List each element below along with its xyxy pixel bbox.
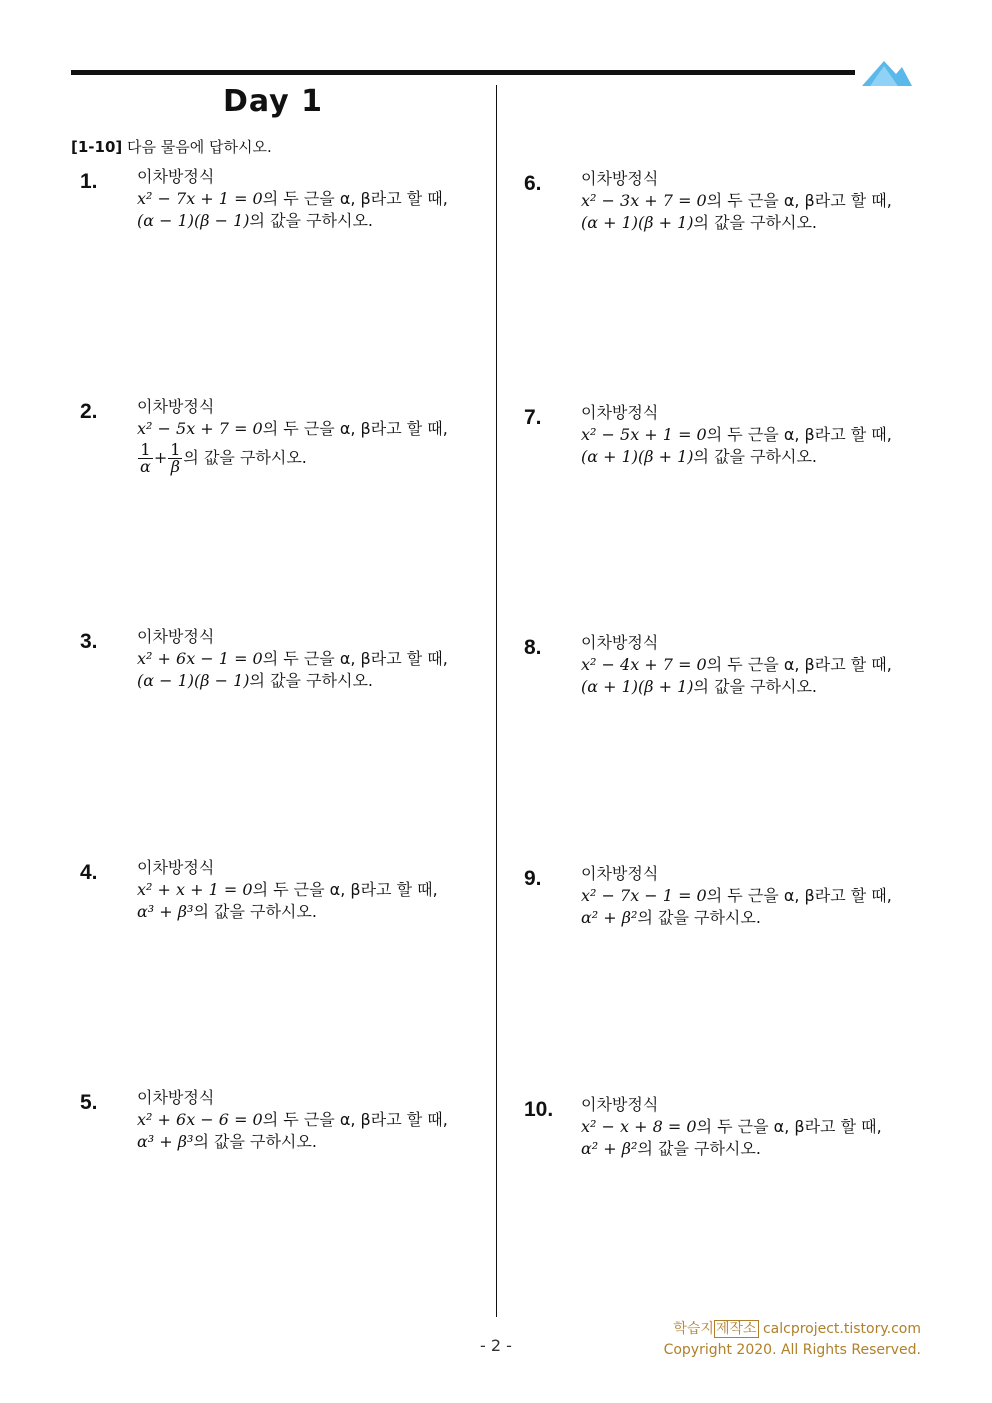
equation: x² − 7x − 1 = 0	[581, 886, 707, 905]
problem-body	[581, 402, 921, 468]
problem-number: 1.	[80, 170, 98, 193]
ask-expression: (α + 1)(β + 1)	[581, 677, 694, 696]
roots-text: 의 두 근을 α, β라고 할 때,	[262, 189, 448, 208]
problem-body	[137, 857, 477, 923]
ask-text: 의 값을 구하시오.	[693, 447, 817, 466]
problem-number: 5.	[80, 1091, 98, 1114]
ask-expression: (α − 1)(β − 1)	[137, 211, 250, 230]
ask-text: 의 값을 구하시오.	[249, 211, 373, 230]
ask-text: 의 값을 구하시오.	[193, 902, 317, 921]
problem-intro: 이차방정식	[137, 1088, 215, 1107]
footer-site: calcproject.tistory.com	[762, 1321, 921, 1337]
problem-number: 6.	[524, 172, 542, 195]
column-divider	[496, 85, 497, 1317]
equation: x² + 6x − 1 = 0	[137, 649, 263, 668]
equation: x² − x + 8 = 0	[581, 1117, 697, 1136]
fraction-1-over-alpha: $\frac{1}{\alpha}$	[140, 440, 151, 476]
roots-text: 의 두 근을 α, β라고 할 때,	[706, 191, 892, 210]
roots-text: 의 두 근을 α, β라고 할 때,	[262, 649, 448, 668]
footer-copyright: Copyright 2020. All Rights Reserved.	[663, 1342, 921, 1358]
problem-intro: 이차방정식	[581, 1095, 659, 1114]
problem-number: 2.	[80, 400, 98, 423]
equation: x² − 5x + 1 = 0	[581, 425, 707, 444]
problem-intro: 이차방정식	[581, 633, 659, 652]
problem-number: 4.	[80, 861, 98, 884]
problem-intro: 이차방정식	[137, 397, 215, 416]
roots-text: 의 두 근을 α, β라고 할 때,	[252, 880, 438, 899]
fraction-1-over-beta: $\frac{1}{\beta}$	[170, 440, 181, 476]
problem-intro: 이차방정식	[137, 167, 215, 186]
roots-text: 의 두 근을 α, β라고 할 때,	[706, 886, 892, 905]
problem-body	[581, 863, 921, 929]
problem-intro: 이차방정식	[581, 169, 659, 188]
ask-text: 의 값을 구하시오.	[183, 448, 307, 467]
problem-intro: 이차방정식	[137, 627, 215, 646]
ask-text: 의 값을 구하시오.	[693, 677, 817, 696]
problem-body	[137, 166, 477, 232]
equation: x² + 6x − 6 = 0	[137, 1110, 263, 1129]
footer-brand	[673, 1318, 921, 1338]
roots-text: 의 두 근을 α, β라고 할 때,	[262, 419, 448, 438]
problem-number: 8.	[524, 636, 542, 659]
ask-expression: α² + β²	[581, 908, 638, 927]
roots-text: 의 두 근을 α, β라고 할 때,	[262, 1110, 448, 1129]
page-title: Day 1	[222, 84, 324, 119]
equation: x² + x + 1 = 0	[137, 880, 253, 899]
ask-text: 의 값을 구하시오.	[693, 213, 817, 232]
instruction-text: 다음 물음에 답하시오.	[127, 138, 272, 156]
problem-body	[581, 632, 921, 698]
instruction-range: [1-10]	[71, 138, 123, 156]
problem-body	[137, 626, 477, 692]
ask-text: 의 값을 구하시오.	[193, 1132, 317, 1151]
brand-prefix: 학습지	[673, 1321, 714, 1337]
ask-expression: α² + β²	[581, 1139, 638, 1158]
ask-expression: (α + 1)(β + 1)	[581, 447, 694, 466]
problem-number: 9.	[524, 867, 542, 890]
ask-expression: α³ + β³	[137, 1132, 194, 1151]
problem-body	[137, 1087, 477, 1153]
equation: x² − 5x + 7 = 0	[137, 419, 263, 438]
problem-intro: 이차방정식	[137, 858, 215, 877]
roots-text: 의 두 근을 α, β라고 할 때,	[696, 1117, 882, 1136]
ask-expression: (α + 1)(β + 1)	[581, 213, 694, 232]
ask-text: 의 값을 구하시오.	[637, 1139, 761, 1158]
top-rule	[71, 70, 855, 75]
equation: x² − 4x + 7 = 0	[581, 655, 707, 674]
plus-sign: +	[153, 448, 168, 467]
problem-body	[581, 168, 921, 234]
roots-text: 의 두 근을 α, β라고 할 때,	[706, 425, 892, 444]
ask-expression: α³ + β³	[137, 902, 194, 921]
ask-text: 의 값을 구하시오.	[249, 671, 373, 690]
problem-intro: 이차방정식	[581, 403, 659, 422]
ask-text: 의 값을 구하시오.	[637, 908, 761, 927]
roots-text: 의 두 근을 α, β라고 할 때,	[706, 655, 892, 674]
ask-expression: (α − 1)(β − 1)	[137, 671, 250, 690]
problem-number: 10.	[524, 1098, 554, 1121]
problem-body	[137, 396, 477, 475]
problem-number: 7.	[524, 406, 542, 429]
problem-intro: 이차방정식	[581, 864, 659, 883]
instruction	[71, 136, 272, 157]
problem-number: 3.	[80, 630, 98, 653]
equation: x² − 7x + 1 = 0	[137, 189, 263, 208]
mountain-icon	[862, 58, 912, 86]
page-number: - 2 -	[480, 1336, 512, 1355]
problem-body	[581, 1094, 921, 1160]
brand-boxed: 제작소	[715, 1321, 757, 1337]
equation: x² − 3x + 7 = 0	[581, 191, 707, 210]
